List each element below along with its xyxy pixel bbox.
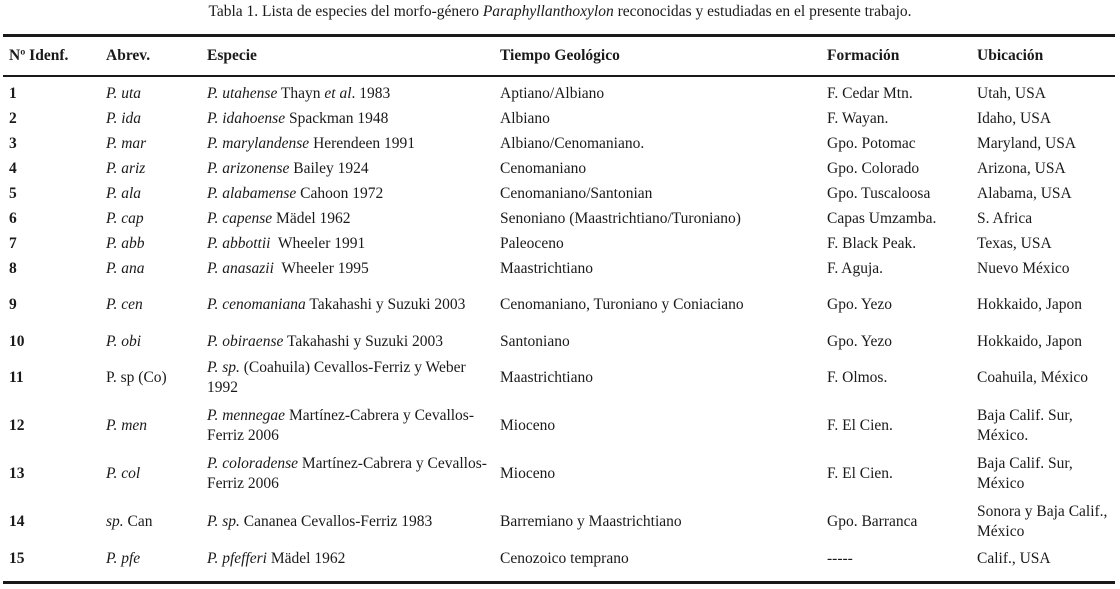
- species-author: (Coahuila) Cevallos-Ferriz y Weber 1992: [207, 359, 470, 396]
- species-author: Herendeen 1991: [309, 134, 416, 152]
- cell-species: [201, 546, 494, 571]
- abbrev-italic: P. uta: [106, 84, 142, 102]
- cell-species: [201, 131, 494, 156]
- species-author: Wheeler 1991: [270, 234, 366, 252]
- cell-species: [201, 354, 494, 402]
- cell-location: S. Africa: [977, 209, 1033, 227]
- abbrev-italic: P. cap: [106, 209, 144, 227]
- cell-id: 11: [9, 369, 24, 386]
- cell-time: Barremiano y Maastrichtiano: [500, 513, 682, 530]
- cell-formation: Gpo. Tuscaloosa: [827, 184, 931, 202]
- cell-time: Albiano/Cenomaniano.: [500, 134, 645, 152]
- cell-id: 15: [9, 549, 25, 567]
- cell-abbrev: [100, 231, 201, 256]
- cell-id: 2: [9, 109, 17, 127]
- species-name: P. sp.: [207, 513, 240, 530]
- abbrev-italic: P. men: [106, 417, 148, 434]
- species-author: Takahashi y Suzuki 2003: [305, 296, 466, 313]
- cell-id: 3: [9, 134, 17, 152]
- abbrev-plain: Can: [123, 513, 153, 530]
- header-location: Ubicación: [977, 47, 1044, 64]
- species-name: P. anasazii: [207, 259, 274, 277]
- species-name: P. capense: [207, 209, 273, 227]
- cell-time: Maastrichtiano: [500, 369, 593, 386]
- cell-location: Arizona, USA: [977, 159, 1066, 177]
- cell-species: [201, 450, 494, 498]
- cell-location: Hokkaido, Japon: [977, 332, 1083, 350]
- abbrev-italic: P. pfe: [106, 549, 141, 567]
- species-author-italic: et al: [324, 84, 352, 102]
- table-row: [3, 354, 1115, 402]
- cell-abbrev: [100, 106, 201, 131]
- species-author: Cananea Cevallos-Ferriz 1983: [239, 513, 433, 530]
- abbrev-italic: P. ana: [106, 259, 145, 277]
- cell-time: Senoniano (Maastrichtiano/Turoniano): [500, 209, 741, 227]
- cell-species: [201, 329, 494, 354]
- cell-location: Calif., USA: [977, 549, 1051, 567]
- cell-abbrev: [100, 256, 201, 281]
- caption-suffix: reconocidas y estudiadas en el presente trabajo.: [613, 3, 912, 20]
- cell-id: 5: [9, 184, 17, 202]
- cell-species: [201, 81, 494, 106]
- cell-abbrev: [100, 281, 201, 329]
- table-row: [3, 402, 1115, 450]
- abbrev-italic: sp.: [106, 513, 124, 530]
- table-row: [3, 156, 1115, 181]
- table-caption: [0, 3, 1120, 21]
- cell-id: 12: [9, 417, 25, 434]
- table-row: [3, 206, 1115, 231]
- cell-species: [201, 106, 494, 131]
- cell-formation: F. Aguja.: [827, 259, 884, 277]
- cell-species: [201, 156, 494, 181]
- cell-id: 6: [9, 209, 17, 227]
- cell-location: Maryland, USA: [977, 134, 1077, 152]
- cell-id: 13: [9, 465, 25, 482]
- cell-id: 10: [9, 332, 25, 350]
- species-author: Cahoon 1972: [296, 184, 384, 202]
- cell-abbrev: [100, 206, 201, 231]
- table-row: [3, 546, 1115, 571]
- table-bottom-rule: [3, 581, 1115, 584]
- species-name: P. coloradense: [207, 455, 298, 472]
- abbrev-italic: P. ala: [106, 184, 142, 202]
- species-author: Thayn: [277, 84, 325, 102]
- header-id: Nº Idenf.: [9, 47, 69, 64]
- table-row: [3, 498, 1115, 546]
- cell-species: [201, 206, 494, 231]
- cell-formation: Gpo. Potomac: [827, 134, 916, 152]
- table-row: [3, 231, 1115, 256]
- cell-formation: Gpo. Yezo: [827, 296, 893, 313]
- cell-location: Utah, USA: [977, 84, 1046, 102]
- cell-formation: F. El Cien.: [827, 465, 893, 482]
- header-species: Especie: [207, 47, 257, 64]
- species-name: P. pfefferi: [207, 549, 267, 567]
- cell-time: Santoniano: [500, 332, 570, 350]
- abbrev-plain: P. sp (Co): [106, 369, 167, 386]
- species-author: Bailey 1924: [289, 159, 369, 177]
- cell-formation: Gpo. Yezo: [827, 332, 893, 350]
- header-formation: Formación: [827, 47, 900, 64]
- cell-location: Texas, USA: [977, 234, 1052, 252]
- table-row: [3, 81, 1115, 106]
- species-name: P. idahoense: [207, 109, 286, 127]
- table-row: [3, 329, 1115, 354]
- species-name: P. abbottii: [207, 234, 271, 252]
- caption-genus: Paraphyllanthoxylon: [482, 3, 614, 20]
- cell-location: Sonora y Baja Calif., México: [977, 503, 1108, 540]
- cell-time: Mioceno: [500, 417, 556, 434]
- cell-time: Cenomaniano/Santonian: [500, 184, 653, 202]
- cell-formation: F. El Cien.: [827, 417, 893, 434]
- cell-abbrev: [100, 81, 201, 106]
- cell-time: Mioceno: [500, 465, 556, 482]
- abbrev-italic: P. cen: [106, 296, 143, 313]
- cell-location: Nuevo México: [977, 259, 1070, 277]
- cell-time: Cenozoico temprano: [500, 549, 629, 567]
- abbrev-italic: P. obi: [106, 332, 142, 350]
- cell-location: Baja Calif. Sur, México: [977, 455, 1073, 492]
- table-row: [3, 256, 1115, 281]
- cell-species: [201, 256, 494, 281]
- species-author: Martínez-Cabrera y Cevallos-Ferriz 2006: [207, 455, 487, 492]
- species-table: [3, 37, 1115, 571]
- table-row: [3, 181, 1115, 206]
- cell-species: [201, 281, 494, 329]
- species-author: Mädel 1962: [267, 549, 346, 567]
- cell-location: Coahuila, México: [977, 369, 1089, 386]
- cell-id: 9: [9, 296, 17, 313]
- cell-abbrev: [100, 354, 201, 402]
- species-name: P. sp.: [207, 359, 240, 376]
- cell-abbrev: [100, 402, 201, 450]
- species-name: P. utahense: [207, 84, 278, 102]
- species-name: P. mennegae: [207, 407, 286, 424]
- abbrev-italic: P. abb: [106, 234, 145, 252]
- cell-species: [201, 498, 494, 546]
- abbrev-italic: P. ida: [106, 109, 142, 127]
- table-row: [3, 106, 1115, 131]
- species-name: P. arizonense: [207, 159, 290, 177]
- cell-abbrev: [100, 546, 201, 571]
- species-name: P. cenomaniana: [207, 296, 306, 313]
- table-header-row: [3, 37, 1115, 75]
- cell-formation: Capas Umzamba.: [827, 209, 937, 227]
- abbrev-italic: P. col: [106, 465, 141, 482]
- cell-time: Paleoceno: [500, 234, 564, 252]
- species-author: Mädel 1962: [272, 209, 351, 227]
- species-name: P. obiraense: [207, 332, 284, 350]
- cell-formation: F. Cedar Mtn.: [827, 84, 913, 102]
- species-author: Takahashi y Suzuki 2003: [283, 332, 443, 350]
- cell-time: Aptiano/Albiano: [500, 84, 605, 102]
- species-author: Wheeler 1995: [273, 259, 369, 277]
- abbrev-italic: P. ariz: [106, 159, 146, 177]
- cell-formation: -----: [827, 549, 853, 567]
- cell-abbrev: [100, 498, 201, 546]
- caption-prefix: Tabla 1. Lista de especies del morfo-género: [208, 3, 483, 20]
- cell-formation: Gpo. Barranca: [827, 513, 918, 530]
- cell-location: Hokkaido, Japon: [977, 296, 1083, 313]
- species-name: P. marylandense: [207, 134, 310, 152]
- species-name: P. alabamense: [207, 184, 297, 202]
- cell-id: 1: [9, 84, 17, 102]
- cell-formation: F. Olmos.: [827, 369, 888, 386]
- cell-abbrev: [100, 450, 201, 498]
- header-time: Tiempo Geológico: [500, 47, 620, 64]
- cell-id: 14: [9, 513, 25, 530]
- cell-abbrev: [100, 156, 201, 181]
- cell-id: 7: [9, 234, 17, 252]
- cell-id: 8: [9, 259, 17, 277]
- cell-time: Cenomaniano, Turoniano y Coniaciano: [500, 296, 744, 313]
- cell-formation: F. Wayan.: [827, 109, 889, 127]
- species-author-tail: . 1983: [351, 84, 391, 102]
- cell-time: Albiano: [500, 109, 550, 127]
- species-author: Spackman 1948: [285, 109, 389, 127]
- cell-location: Baja Calif. Sur, México.: [977, 407, 1073, 444]
- cell-location: Alabama, USA: [977, 184, 1072, 202]
- cell-species: [201, 402, 494, 450]
- cell-location: Idaho, USA: [977, 109, 1052, 127]
- cell-formation: F. Black Peak.: [827, 234, 917, 252]
- cell-species: [201, 231, 494, 256]
- cell-time: Maastrichtiano: [500, 259, 593, 277]
- species-author: Martínez-Cabrera y Cevallos-Ferriz 2006: [207, 407, 474, 444]
- cell-id: 4: [9, 159, 17, 177]
- table-body: [3, 75, 1115, 571]
- cell-abbrev: [100, 131, 201, 156]
- cell-abbrev: [100, 329, 201, 354]
- cell-abbrev: [100, 181, 201, 206]
- table-row: [3, 281, 1115, 329]
- cell-time: Cenomaniano: [500, 159, 587, 177]
- header-abbrev: Abrev.: [106, 47, 151, 64]
- cell-species: [201, 181, 494, 206]
- table-row: [3, 450, 1115, 498]
- abbrev-italic: P. mar: [106, 134, 147, 152]
- table-row: [3, 131, 1115, 156]
- cell-formation: Gpo. Colorado: [827, 159, 920, 177]
